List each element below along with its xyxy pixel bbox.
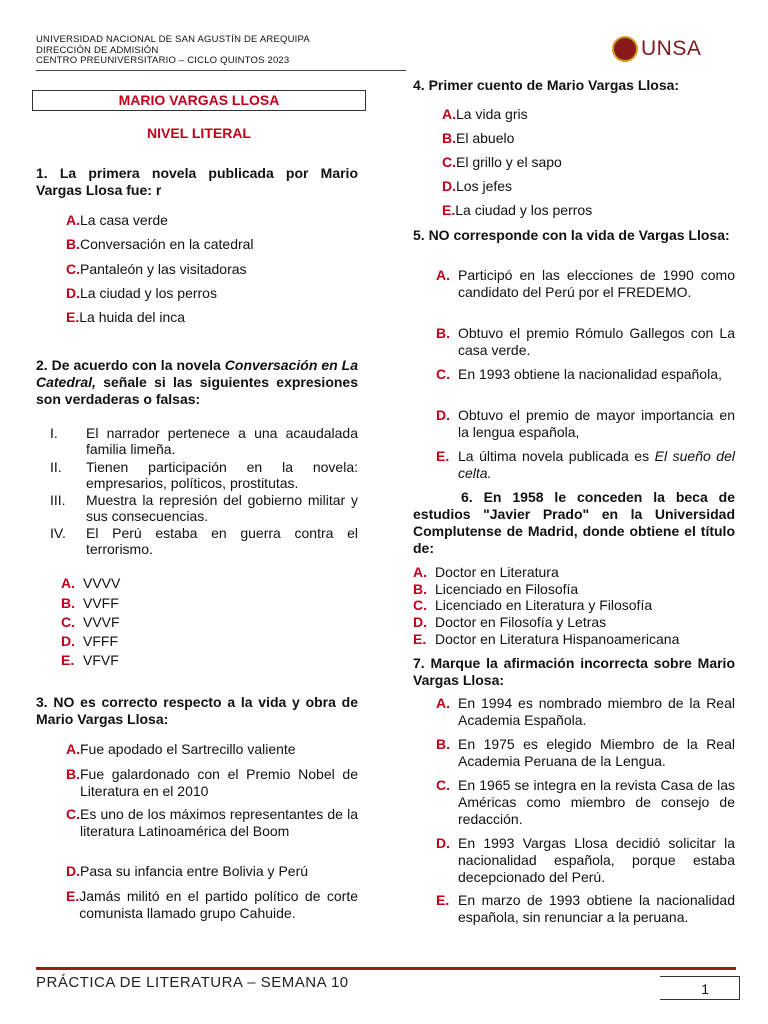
q3-option-c: C. Es uno de los máximos representantes de la literatura Latinoamérica del Boom (66, 806, 358, 839)
q6-option-b: B. Licenciado en Filosofía (413, 581, 579, 597)
q2-option-d: D. VFFF (61, 633, 118, 649)
header-center: CENTRO PREUNIVERSITARIO – CICLO QUINTOS 2023 (36, 55, 290, 66)
q5-option-d: D. Obtuvo el premio de mayor importancia en la lengua española, (436, 407, 735, 440)
section-level: NIVEL LITERAL (147, 125, 251, 141)
q2-option-a: A. VVVV (61, 575, 121, 591)
question-7-stem: 7. Marque la afirmación incorrecta sobre Mario Vargas Llosa: (413, 655, 735, 688)
question-3-stem: 3. NO es correcto respecto a la vida y obra de Mario Vargas Llosa: (36, 694, 358, 727)
q4-option-e: E.La ciudad y los perros (442, 202, 593, 218)
q5-option-b: B. Obtuvo el premio Rómulo Gallegos con La casa verde. (436, 325, 735, 358)
q4-option-d: D.Los jefes (442, 178, 513, 194)
question-5-stem: 5. NO corresponde con la vida de Vargas Llosa: (413, 227, 730, 243)
q1-option-d: D.La ciudad y los perros (66, 285, 217, 301)
q3-option-b: B. Fue galardonado con el Premio Nobel de Literatura en el 2010 (66, 766, 358, 799)
q2-option-b: B. VVFF (61, 595, 119, 611)
header-university: UNIVERSIDAD NACIONAL DE SAN AGUSTÍN DE AREQUIPA (36, 34, 310, 45)
q5-option-e: E. La última novela publicada es El sueño del celta. (436, 448, 735, 481)
logo-text: UNSA (641, 37, 702, 60)
header-direction: DIRECCIÓN DE ADMISIÓN (36, 44, 159, 56)
q7-option-c: C. En 1965 se integra en la revista Casa de las Américas como miembro de consejo de redacción. (436, 777, 735, 827)
q1-option-a: A.La casa verde (66, 212, 168, 228)
q2-statement-2: II. Tienen participación en la novela: empresarios, políticos, prostitutas. (50, 459, 358, 491)
unsa-logo (612, 32, 712, 66)
q3-option-e: E. Jamás militó en el partido político de corte comunista llamado grupo Cahuide. (66, 888, 358, 921)
q7-option-b: B. En 1975 es elegido Miembro de la Real Academia Peruana de la Lengua. (436, 736, 735, 769)
q3-option-d: D. Pasa su infancia entre Bolivia y Perú (66, 863, 309, 879)
q6-option-c: C. Licenciado en Literatura y Filosofía (413, 597, 653, 613)
footer-title: PRÁCTICA DE LITERATURA – SEMANA 10 (36, 974, 349, 991)
q5-option-c: C. En 1993 obtiene la nacionalidad española, (436, 366, 722, 382)
q7-option-a: A. En 1994 es nombrado miembro de la Real Academia Española. (436, 695, 735, 728)
university-seal-icon (612, 36, 638, 62)
q2-option-c: C. VVVF (61, 614, 120, 630)
q1-option-e: E.La huida del inca (66, 309, 186, 325)
question-1-stem: 1. La primera novela publicada por Mario Vargas Llosa fue: r (36, 165, 358, 198)
q6-option-d: D. Doctor en Filosofía y Letras (413, 614, 607, 630)
page-number: 1 (660, 976, 740, 1000)
q3-option-a: A. Fue apodado el Sartrecillo valiente (66, 741, 296, 757)
q5-option-a: A. Participó en las elecciones de 1990 como candidato del Perú por el FREDEMO. (436, 267, 735, 300)
q6-option-a: A. Doctor en Literatura (413, 564, 559, 580)
q7-option-e: E. En marzo de 1993 obtiene la nacionalidad española, sin renunciar a la peruana. (436, 892, 735, 925)
q2-statement-3: III. Muestra la represión del gobierno militar y sus consecuencias. (50, 492, 358, 524)
q4-option-b: B.El abuelo (442, 130, 515, 146)
q2-statement-1: I. El narrador pertenece a una acaudalada familia limeña. (50, 425, 358, 457)
question-2-stem: 2. De acuerdo con la novela Conversación en La Catedral, señale si las siguientes expresiones son verdaderas o falsas: (36, 357, 358, 407)
q1-option-b: B.Conversación en la catedral (66, 236, 254, 252)
document-title: MARIO VARGAS LLOSA (32, 90, 366, 111)
q7-option-d: D. En 1993 Vargas Llosa decidió solicitar la nacionalidad española, porque estaba decepcionado del Perú. (436, 835, 735, 885)
header (36, 35, 310, 67)
q6-option-e: E. Doctor en Literatura Hispanoamericana (413, 631, 680, 647)
q4-option-c: C.El grillo y el sapo (442, 154, 562, 170)
q2-option-e: E. VFVF (61, 652, 119, 668)
question-6-stem: 6. En 1958 le conceden la beca de estudios "Javier Prado" en la Universidad Complutense de Madrid, donde obtiene el título de: (413, 489, 735, 556)
header-divider (36, 70, 406, 71)
q2-statement-4: IV. El Perú estaba en guerra contra el terrorismo. (50, 525, 358, 557)
question-4-stem: 4. Primer cuento de Mario Vargas Llosa: (413, 77, 680, 93)
q1-option-c: C.Pantaleón y las visitadoras (66, 261, 247, 277)
q4-option-a: A.La vida gris (442, 106, 528, 122)
footer-divider (36, 967, 736, 970)
